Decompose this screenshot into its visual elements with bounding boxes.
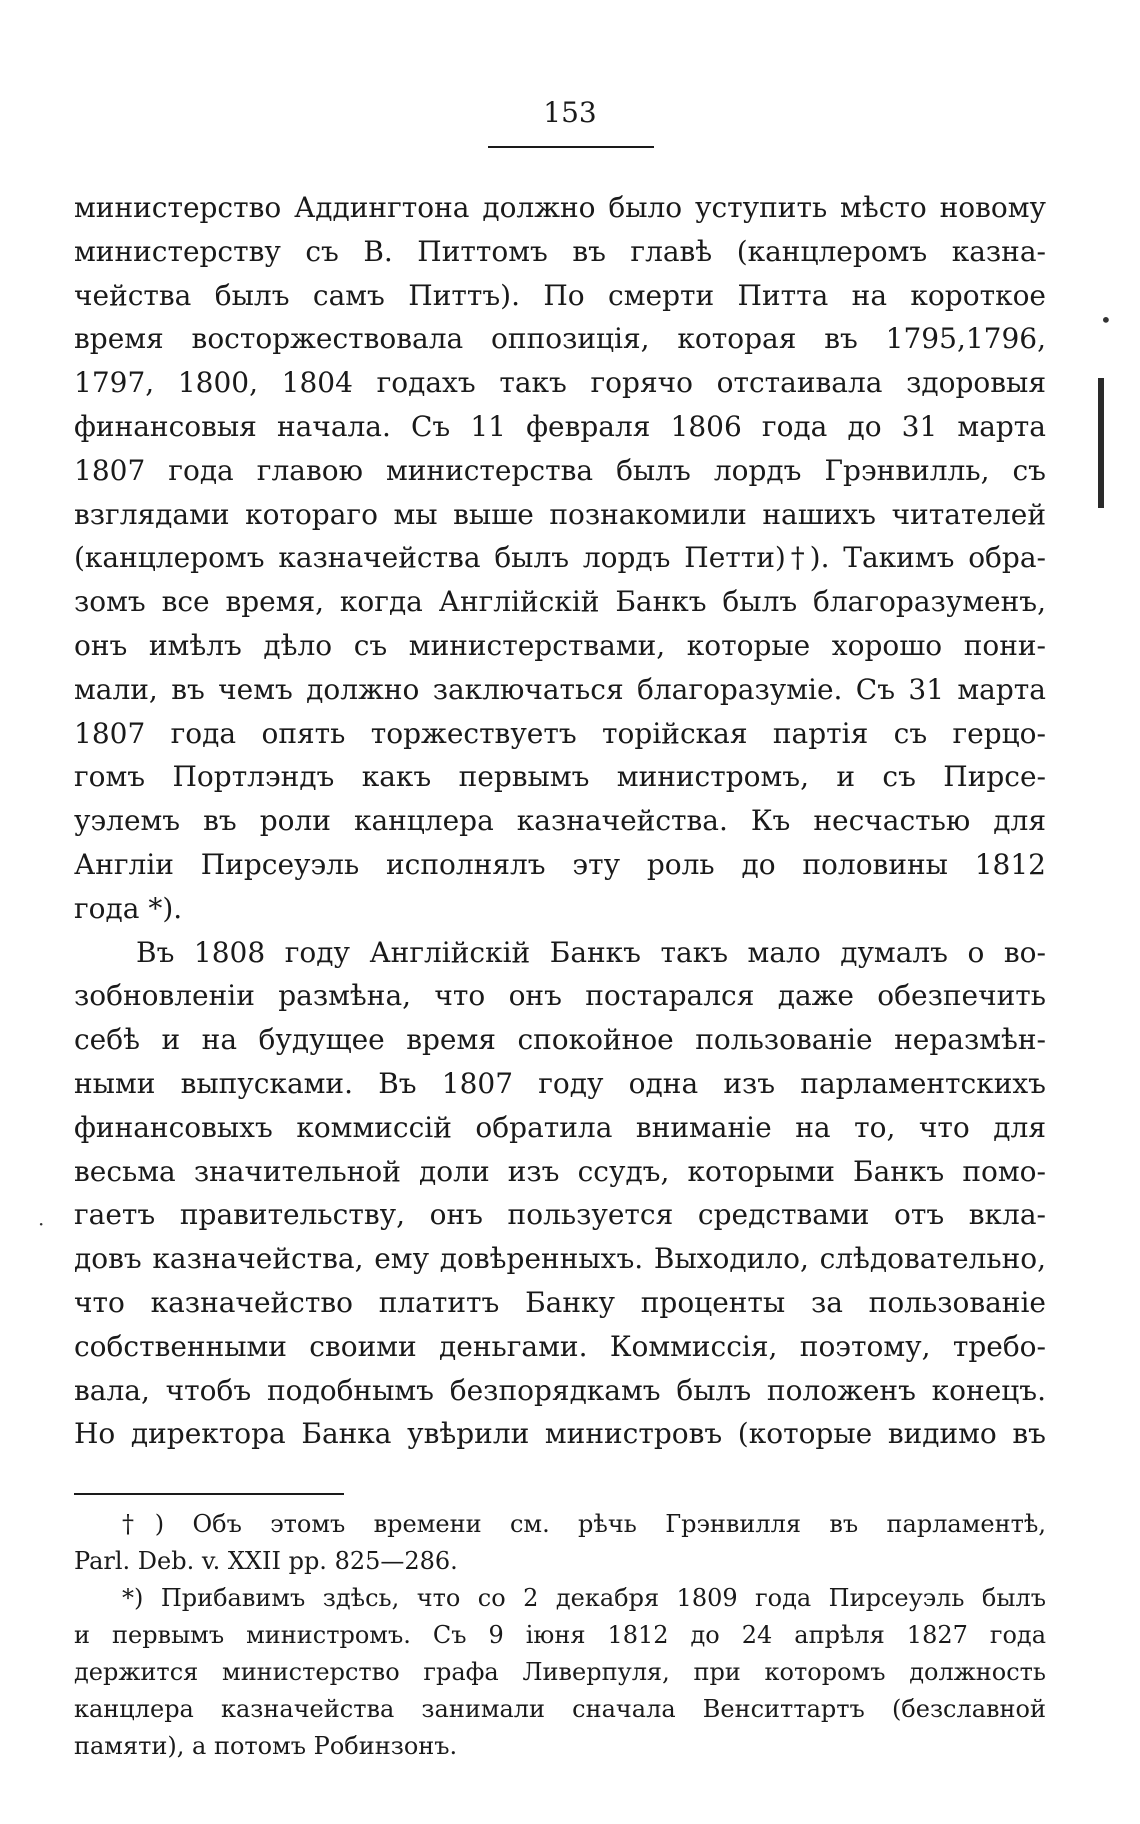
footnote-line: канцлера казначейства занимали сначала Венситтартъ (безславной <box>74 1695 1046 1723</box>
paragraph-start-line: Въ 1808 году Англійскій Банкъ такъ мало думалъ о во- <box>136 935 1046 969</box>
text-line: 1807 года главою министерства былъ лордъ Грэнвилль, съ <box>74 453 1046 487</box>
text-line: 1797, 1800, 1804 годахъ такъ горячо отстаивала здоровыя <box>74 366 1046 400</box>
footnote-separator <box>74 1493 344 1495</box>
text-line: министерству съ В. Питтомъ въ главѣ (канцлеромъ казна- <box>74 234 1046 268</box>
main-text <box>74 186 1046 1456</box>
footnote-line: Parl. Deb. v. XXII pp. 825—286. <box>74 1547 458 1575</box>
footnote-line: и первымъ министромъ. Съ 9 іюня 1812 до 24 апрѣля 1827 года <box>74 1621 1046 1649</box>
text-line: 1807 года опять торжествуетъ торійская партія съ герцо- <box>74 716 1046 750</box>
text-line: собственными своими деньгами. Коммиссія, поэтому, требо- <box>74 1329 1046 1363</box>
page-number-underline <box>488 146 654 148</box>
text-line: финансовыя начала. Съ 11 февраля 1806 года до 31 марта <box>74 409 1046 443</box>
text-line: Но директора Банка увѣрили министровъ (которые видимо въ <box>74 1417 1046 1451</box>
text-line: что казначейство платитъ Банку проценты за пользованіе <box>74 1285 1046 1319</box>
margin-mark <box>1098 378 1104 508</box>
text-line: время восторжествовала оппозиція, которая въ 1795,1796, <box>74 322 1046 356</box>
text-line: гомъ Портлэндъ какъ первымъ министромъ, и съ Пирсе- <box>74 760 1046 794</box>
text-line: себѣ и на будущее время спокойное пользованіе неразмѣн- <box>74 1023 1046 1057</box>
text-line: онъ имѣлъ дѣло съ министерствами, которые хорошо пони- <box>74 628 1046 662</box>
footnote-line: памяти), а потомъ Робинзонъ. <box>74 1732 458 1760</box>
text-line: финансовыхъ коммиссій обратила вниманіе на то, что для <box>74 1110 1046 1144</box>
margin-dot: • <box>1100 308 1112 332</box>
text-line: довъ казначейства, ему довѣренныхъ. Выходило, слѣдовательно, <box>74 1242 1046 1276</box>
text-line: гаетъ правительству, онъ пользуется средствами отъ вкла- <box>74 1198 1046 1232</box>
text-line: мали, въ чемъ должно заключаться благоразуміе. Съ 31 марта <box>74 672 1046 706</box>
text-line: года *). <box>74 891 183 925</box>
text-line: Англіи Пирсеуэль исполнялъ эту роль до половины 1812 <box>74 847 1046 881</box>
margin-dot: · <box>38 1212 45 1236</box>
footnote-line: держится министерство графа Ливерпуля, при которомъ должность <box>74 1658 1046 1686</box>
footnote-line: †) Объ этомъ времени см. рѣчь Грэнвилля въ парламентѣ, <box>122 1510 1046 1538</box>
footnotes <box>74 1506 1046 1765</box>
text-line: вала, чтобъ подобнымъ безпорядкамъ былъ положенъ конецъ. <box>74 1373 1046 1407</box>
text-line: (канцлеромъ казначейства былъ лордъ Петти)†). Такимъ обра- <box>74 541 1046 575</box>
footnote-line: *) Прибавимъ здѣсь, что со 2 декабря 1809 года Пирсеуэль былъ <box>122 1584 1046 1612</box>
text-line: зомъ все время, когда Англійскій Банкъ былъ благоразуменъ, <box>74 585 1046 619</box>
text-line: чейства былъ самъ Питтъ). По смерти Питта на короткое <box>74 278 1046 312</box>
text-line: весьма значительной доли изъ ссудъ, которыми Банкъ помо- <box>74 1154 1046 1188</box>
page-number: 153 <box>543 96 597 129</box>
text-line: уэлемъ въ роли канцлера казначейства. Къ несчастью для <box>74 804 1046 838</box>
text-line: министерство Аддингтона должно было уступить мѣсто новому <box>74 191 1046 224</box>
text-line: зобновленіи размѣна, что онъ постарался даже обезпечить <box>74 979 1046 1013</box>
text-line: взглядами котораго мы выше познакомили нашихъ читателей <box>74 497 1046 531</box>
text-line: ными выпусками. Въ 1807 году одна изъ парламентскихъ <box>74 1066 1046 1100</box>
